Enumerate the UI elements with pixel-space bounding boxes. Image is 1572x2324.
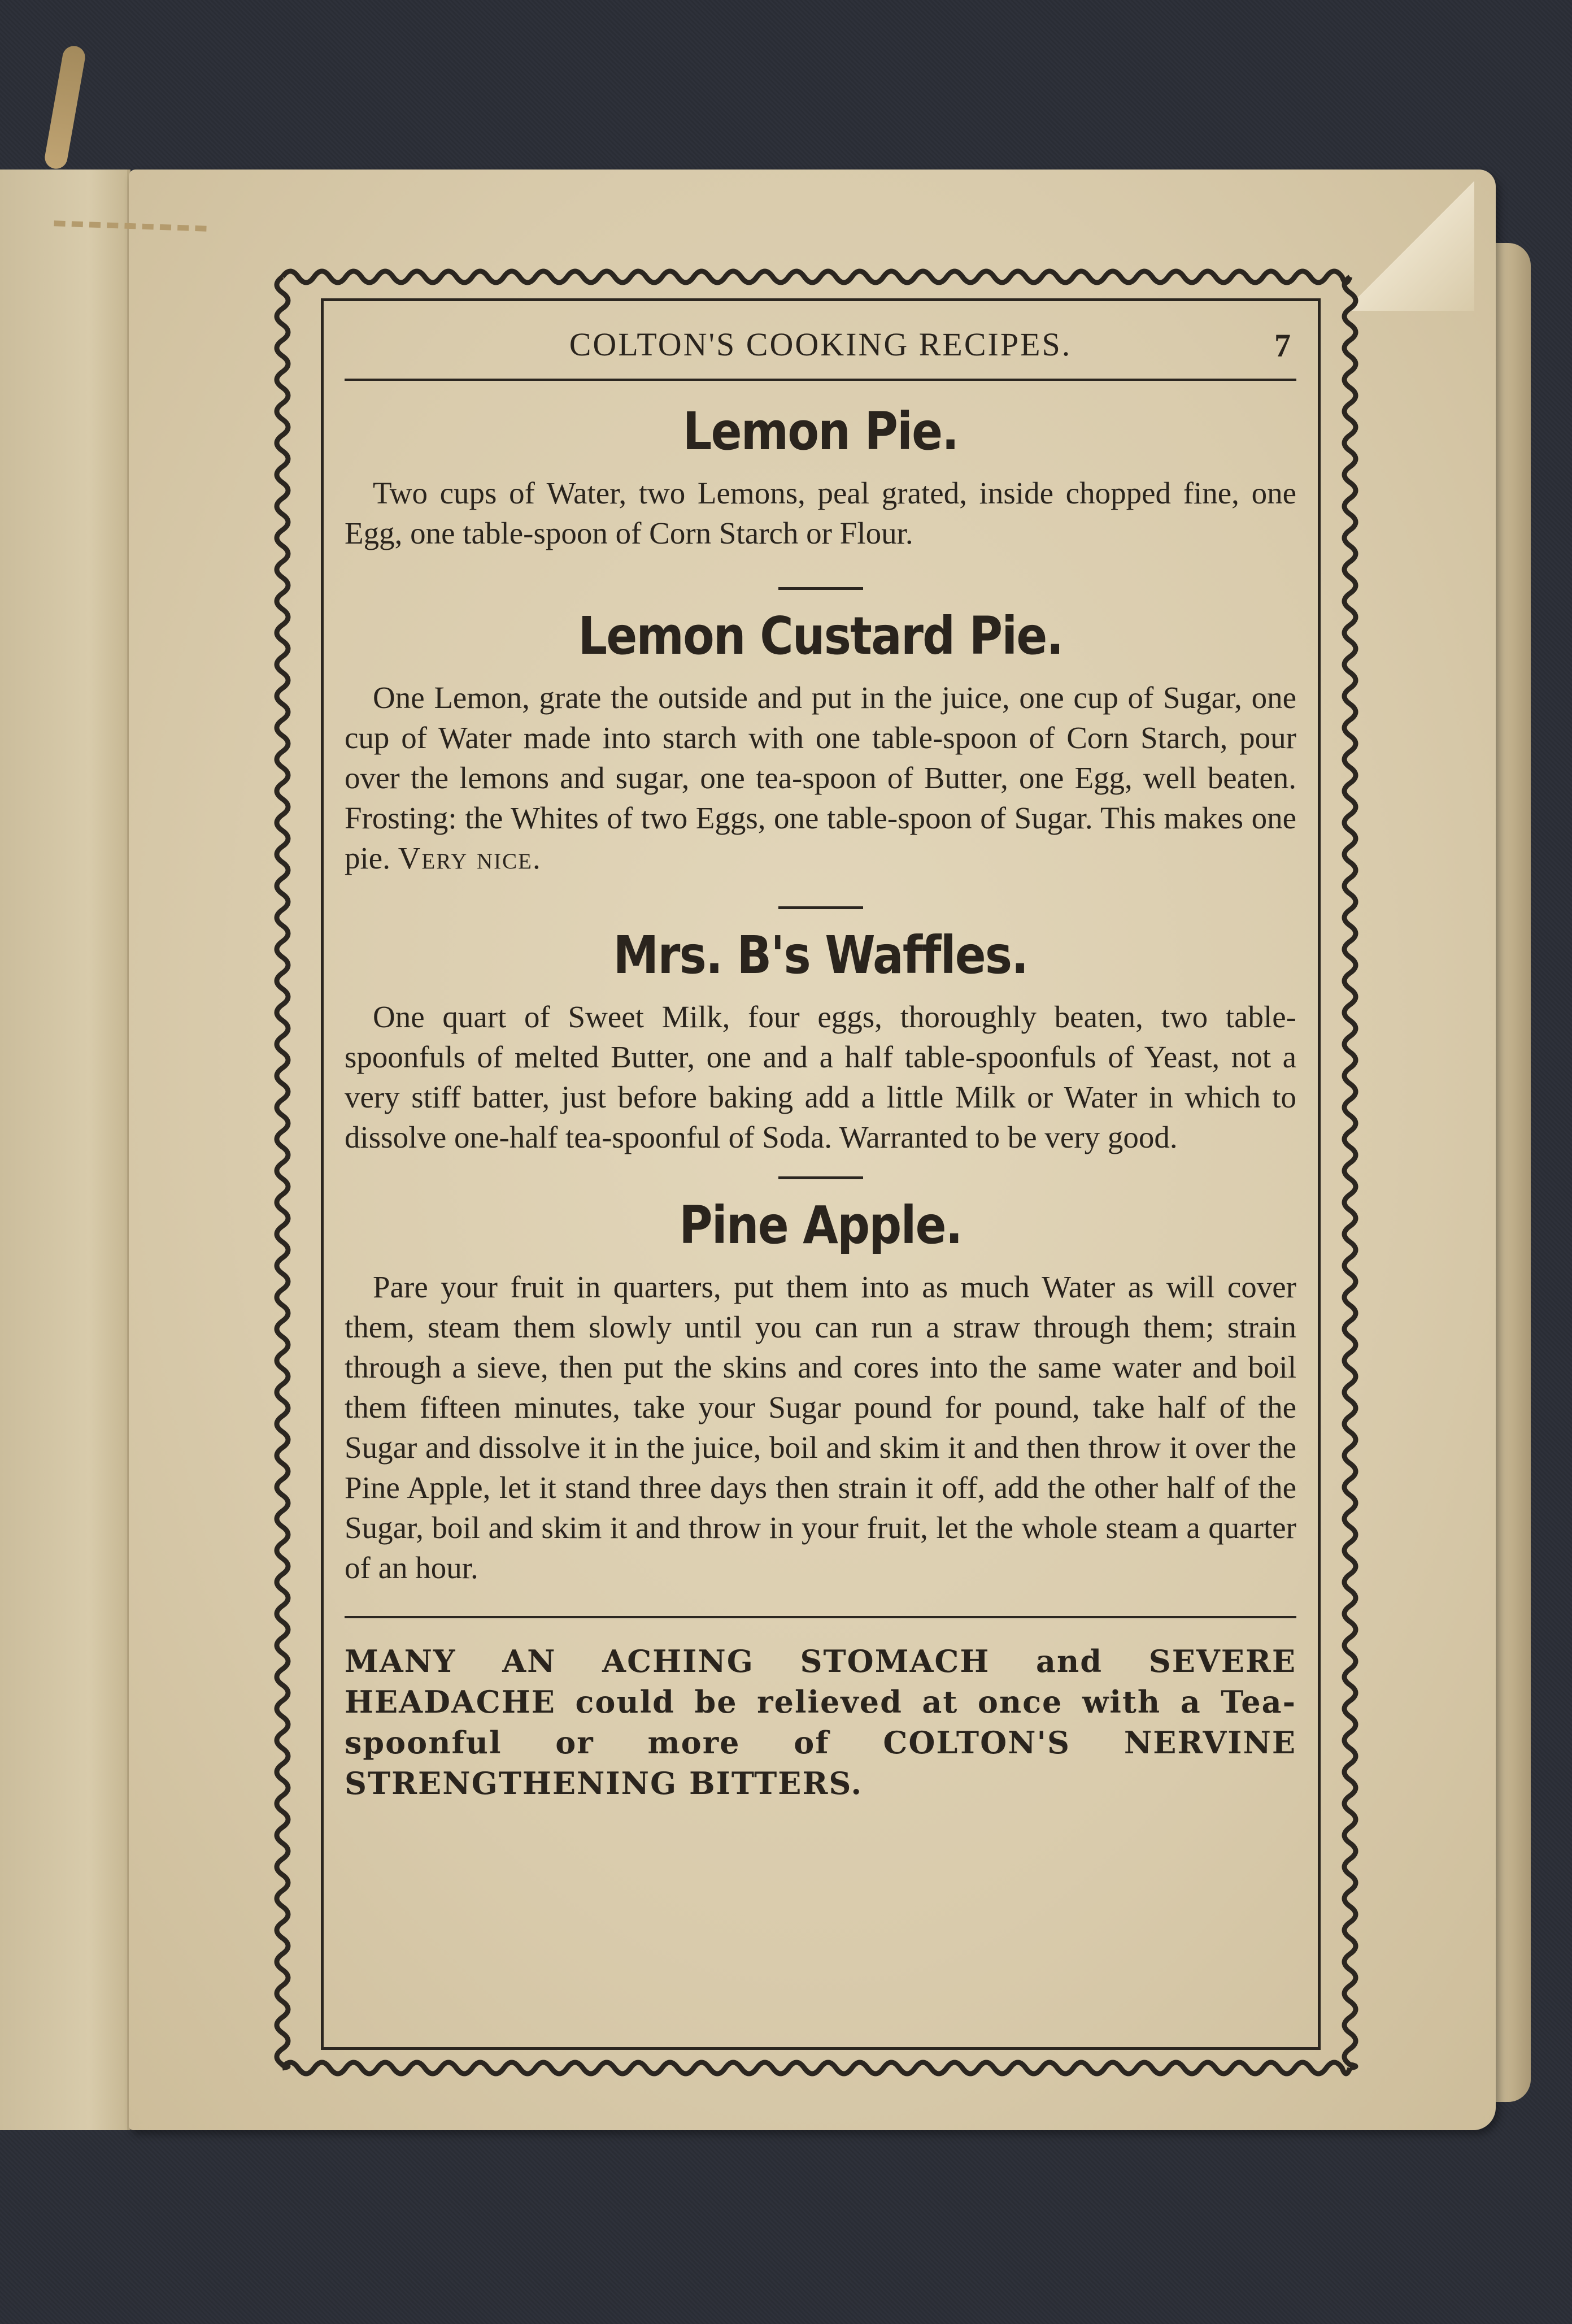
- page-number: 7: [1274, 327, 1291, 364]
- recipe-body: One quart of Sweet Milk, four eggs, thoroughly beaten, two table-spoonfuls of melted Butter, one and a half table-spoonfuls of Yeast, not a very stiff batter, just before baking add a little Milk or Water in which to dissolve one-half tea-spoonful of Soda. Warranted to be very good.: [345, 1000, 1296, 1154]
- section-dash: [778, 906, 863, 909]
- recipe-title: Lemon Custard Pie.: [578, 606, 1063, 666]
- left-page: [0, 170, 130, 2130]
- recipe-body: [345, 677, 1296, 878]
- advertisement: MANY AN ACHING STOMACH and SEVERE HEADACHE could be relieved at once with a Tea-spoonful or more of COLTON'S NERVINE STRENGTHENING BITTERS.: [345, 1643, 1296, 1801]
- running-head: [345, 316, 1296, 381]
- folded-corner: [1344, 181, 1474, 311]
- recipe-title: Lemon Pie.: [682, 401, 959, 462]
- footer-rule: [345, 1616, 1296, 1618]
- recipe-note: Very nice.: [398, 841, 542, 875]
- section-dash: [778, 587, 863, 590]
- recipe-title: Pine Apple.: [679, 1195, 962, 1256]
- recipe-body: Pare your fruit in quarters, put them into as much Water as will cover them, steam them slowly until you can run a straw through them; strain through a sieve, then put the skins and cores into the same water and boil them fifteen minutes, take your Sugar pound for pound, take half of the Sugar and dissolve it in the juice, boil and skim it and then throw it over the Pine Apple, let it stand three days then strain it off, add the other half of the Sugar, boil and skim it and throw in your fruit, let the whole steam a quarter of an hour.: [345, 1270, 1296, 1585]
- running-title: COLTON'S COOKING RECIPES.: [569, 326, 1072, 363]
- recipe-body: Two cups of Water, two Lemons, peal grated, inside chopped fine, one Egg, one table-spoon of Corn Starch or Flour.: [345, 476, 1296, 550]
- section-dash: [778, 1176, 863, 1179]
- recipe-title: Mrs. B's Waffles.: [613, 925, 1028, 985]
- recipe-text: One Lemon, grate the outside and put in the juice, one cup of Sugar, one cup of Water made into starch with one table-spoon of Corn Starch, pour over the lemons and sugar, one tea-spoon of Butter, one Egg, well beaten. Frosting: the Whites of two Eggs, one table-spoon of Sugar. This makes one pie.: [345, 680, 1296, 875]
- text-column: [345, 316, 1296, 1804]
